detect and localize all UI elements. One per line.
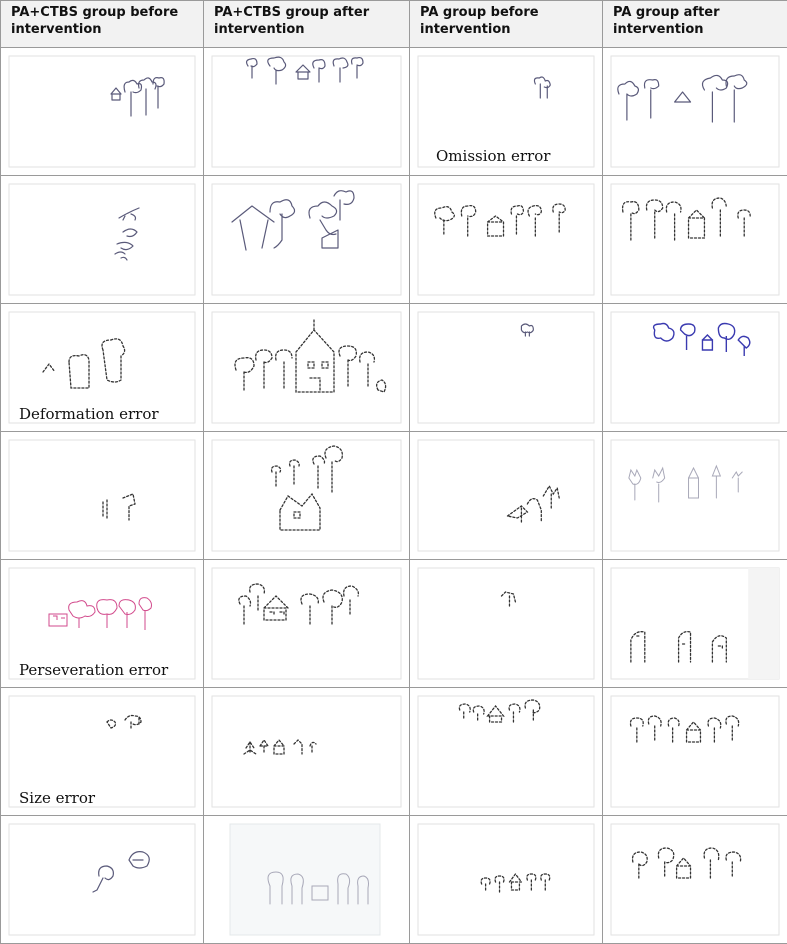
table-cell	[1, 432, 204, 560]
table-cell	[603, 48, 787, 176]
table-cell	[1, 176, 204, 304]
drawing-photo	[7, 54, 197, 169]
drawing-photo	[210, 566, 403, 681]
drawing-photo	[416, 566, 596, 681]
deformation-error-label: Deformation error	[19, 405, 159, 423]
drawing-photo	[416, 182, 596, 297]
table-cell	[204, 176, 410, 304]
header-pactbs-after: PA+CTBS group after intervention	[204, 1, 410, 48]
drawing-photo	[7, 822, 197, 937]
table-row	[1, 688, 787, 816]
drawing-photo	[609, 54, 781, 169]
drawing-photo	[609, 566, 781, 681]
table-row	[1, 304, 787, 432]
table-cell	[410, 688, 603, 816]
drawing-photo	[210, 438, 403, 553]
table-row	[1, 816, 787, 944]
table-cell	[1, 48, 204, 176]
table-cell	[603, 304, 787, 432]
header-pactbs-before: PA+CTBS group before intervention	[1, 1, 204, 48]
table-cell	[603, 176, 787, 304]
drawing-photo	[609, 694, 781, 809]
drawing-photo	[609, 822, 781, 937]
table-row	[1, 560, 787, 688]
drawing-photo	[609, 438, 781, 553]
drawing-photo	[210, 182, 403, 297]
drawing-photo	[416, 310, 596, 425]
header-row	[1, 1, 787, 48]
table-cell	[410, 48, 603, 176]
table-row	[1, 432, 787, 560]
drawing-photo	[210, 310, 403, 425]
perseveration-error-label: Perseveration error	[19, 661, 168, 679]
table-cell	[204, 48, 410, 176]
header-pa-after: PA group after intervention	[603, 1, 787, 48]
drawing-photo	[7, 182, 197, 297]
table-cell	[603, 688, 787, 816]
size-error-label: Size error	[19, 789, 95, 807]
table-cell	[410, 816, 603, 944]
drawing-photo	[416, 822, 596, 937]
table-row	[1, 176, 787, 304]
table-cell	[410, 560, 603, 688]
table-cell	[1, 816, 204, 944]
drawing-photo	[210, 54, 403, 169]
table-cell	[603, 816, 787, 944]
table-cell	[1, 304, 204, 432]
drawing-photo	[7, 438, 197, 553]
header-pa-before: PA group before intervention	[410, 1, 603, 48]
drawing-photo	[609, 182, 781, 297]
omission-error-label: Omission error	[436, 147, 550, 165]
table-cell	[410, 432, 603, 560]
drawing-photo	[210, 694, 403, 809]
drawing-photo	[609, 310, 781, 425]
drawing-photo	[416, 438, 596, 553]
drawing-photo	[416, 694, 596, 809]
table-row	[1, 48, 787, 176]
table-cell	[204, 560, 410, 688]
table-cell	[603, 560, 787, 688]
table-cell	[204, 432, 410, 560]
table-cell	[204, 304, 410, 432]
table-cell	[1, 560, 204, 688]
drawing-photo	[210, 822, 403, 937]
table-cell	[410, 304, 603, 432]
table-cell	[204, 816, 410, 944]
table-cell	[603, 432, 787, 560]
table-cell	[204, 688, 410, 816]
table-cell	[1, 688, 204, 816]
table-cell	[410, 176, 603, 304]
